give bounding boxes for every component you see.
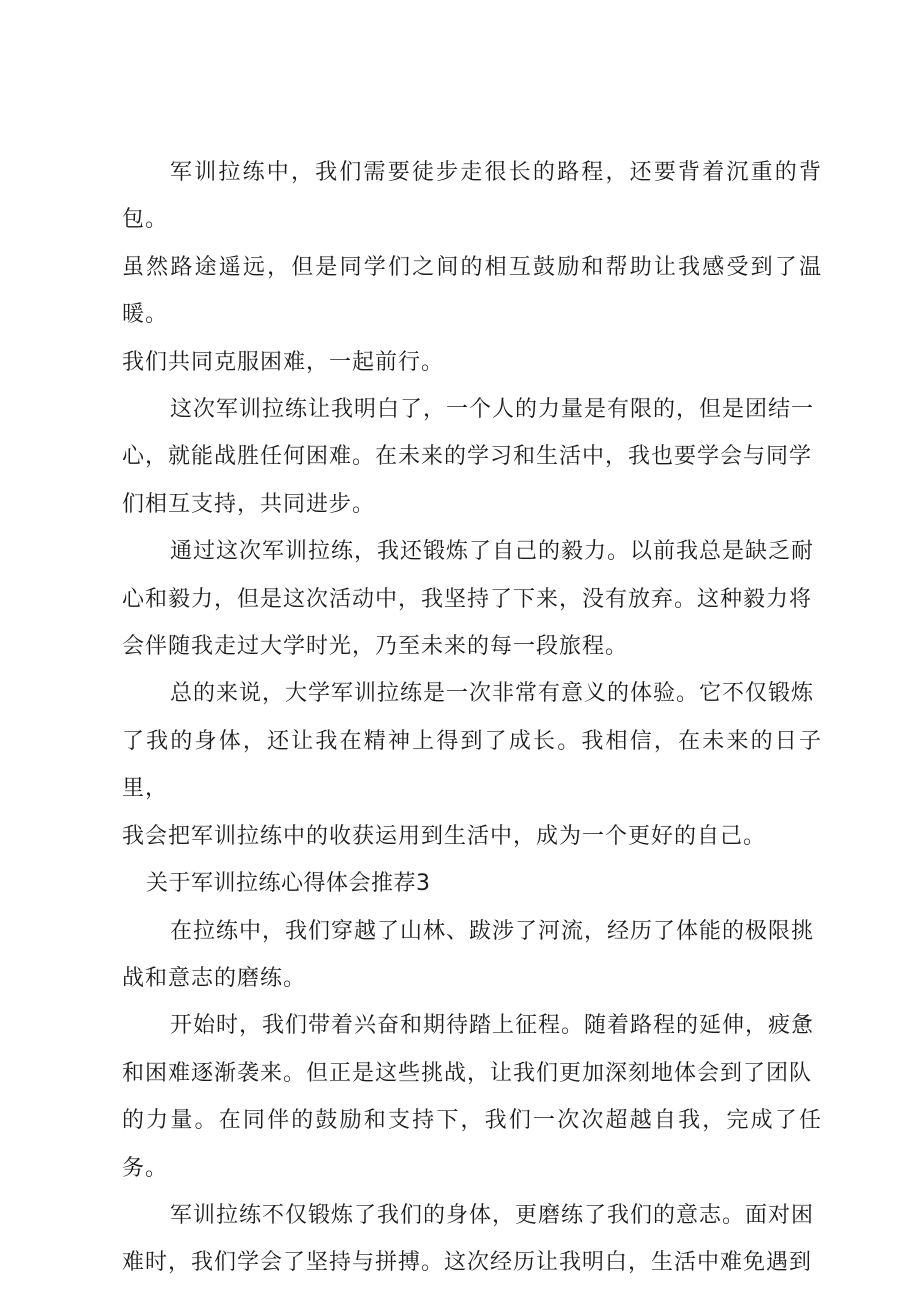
paragraph-summary: 总的来说，大学军训拉练是一次非常有意义的体验。它不仅锻炼 了我的身体，还让我在精神上得到了成长。我相信，在未来的日子里， 我会把军训拉练中的收获运用到生活中，成为一个更好的自己。 bbox=[122, 681, 822, 849]
paragraph-willpower: 军训拉练不仅锻炼了我们的身体，更磨练了我们的意志。面对困 难时，我们学会了坚持与拼搏。这次经历让我明白，生活中难免遇到 bbox=[122, 1202, 815, 1276]
document-body bbox=[122, 149, 822, 1287]
paragraph-unity-lesson: 这次军训拉练让我明白了，一个人的力量是有限的，但是团结一 心，就能战胜任何困难。在未来的学习和生活中，我也要学会与同学 们相互支持，共同进步。 bbox=[122, 397, 815, 517]
paragraph-perseverance: 通过这次军训拉练，我还锻炼了自己的毅力。以前我总是缺乏耐 心和毅力，但是这次活动中，我坚持了下来，没有放弃。这种毅力将 会伴随我走过大学时光，乃至未来的每一段旅程。 bbox=[122, 539, 815, 660]
paragraph-march-hardship: 军训拉练中，我们需要徒步走很长的路程，还要背着沉重的背包。 虽然路途遥远，但是同学们之间的相互鼓励和帮助让我感受到了温暖。 我们共同克服困难，一起前行。 bbox=[122, 160, 822, 375]
paragraph-teamwork: 开始时，我们带着兴奋和期待踏上征程。随着路程的延伸，疲惫 和困难逐渐袭来。但正是这些挑战，让我们更加深刻地体会到了团队 的力量。在同伴的鼓励和支持下，我们一次次超越自我，完成了任务。 bbox=[122, 1013, 822, 1181]
section-heading: 关于军训拉练心得体会推荐3 bbox=[146, 871, 431, 897]
paragraph-terrain: 在拉练中，我们穿越了山林、跋涉了河流，经历了体能的极限挑 战和意志的磨练。 bbox=[122, 918, 815, 991]
